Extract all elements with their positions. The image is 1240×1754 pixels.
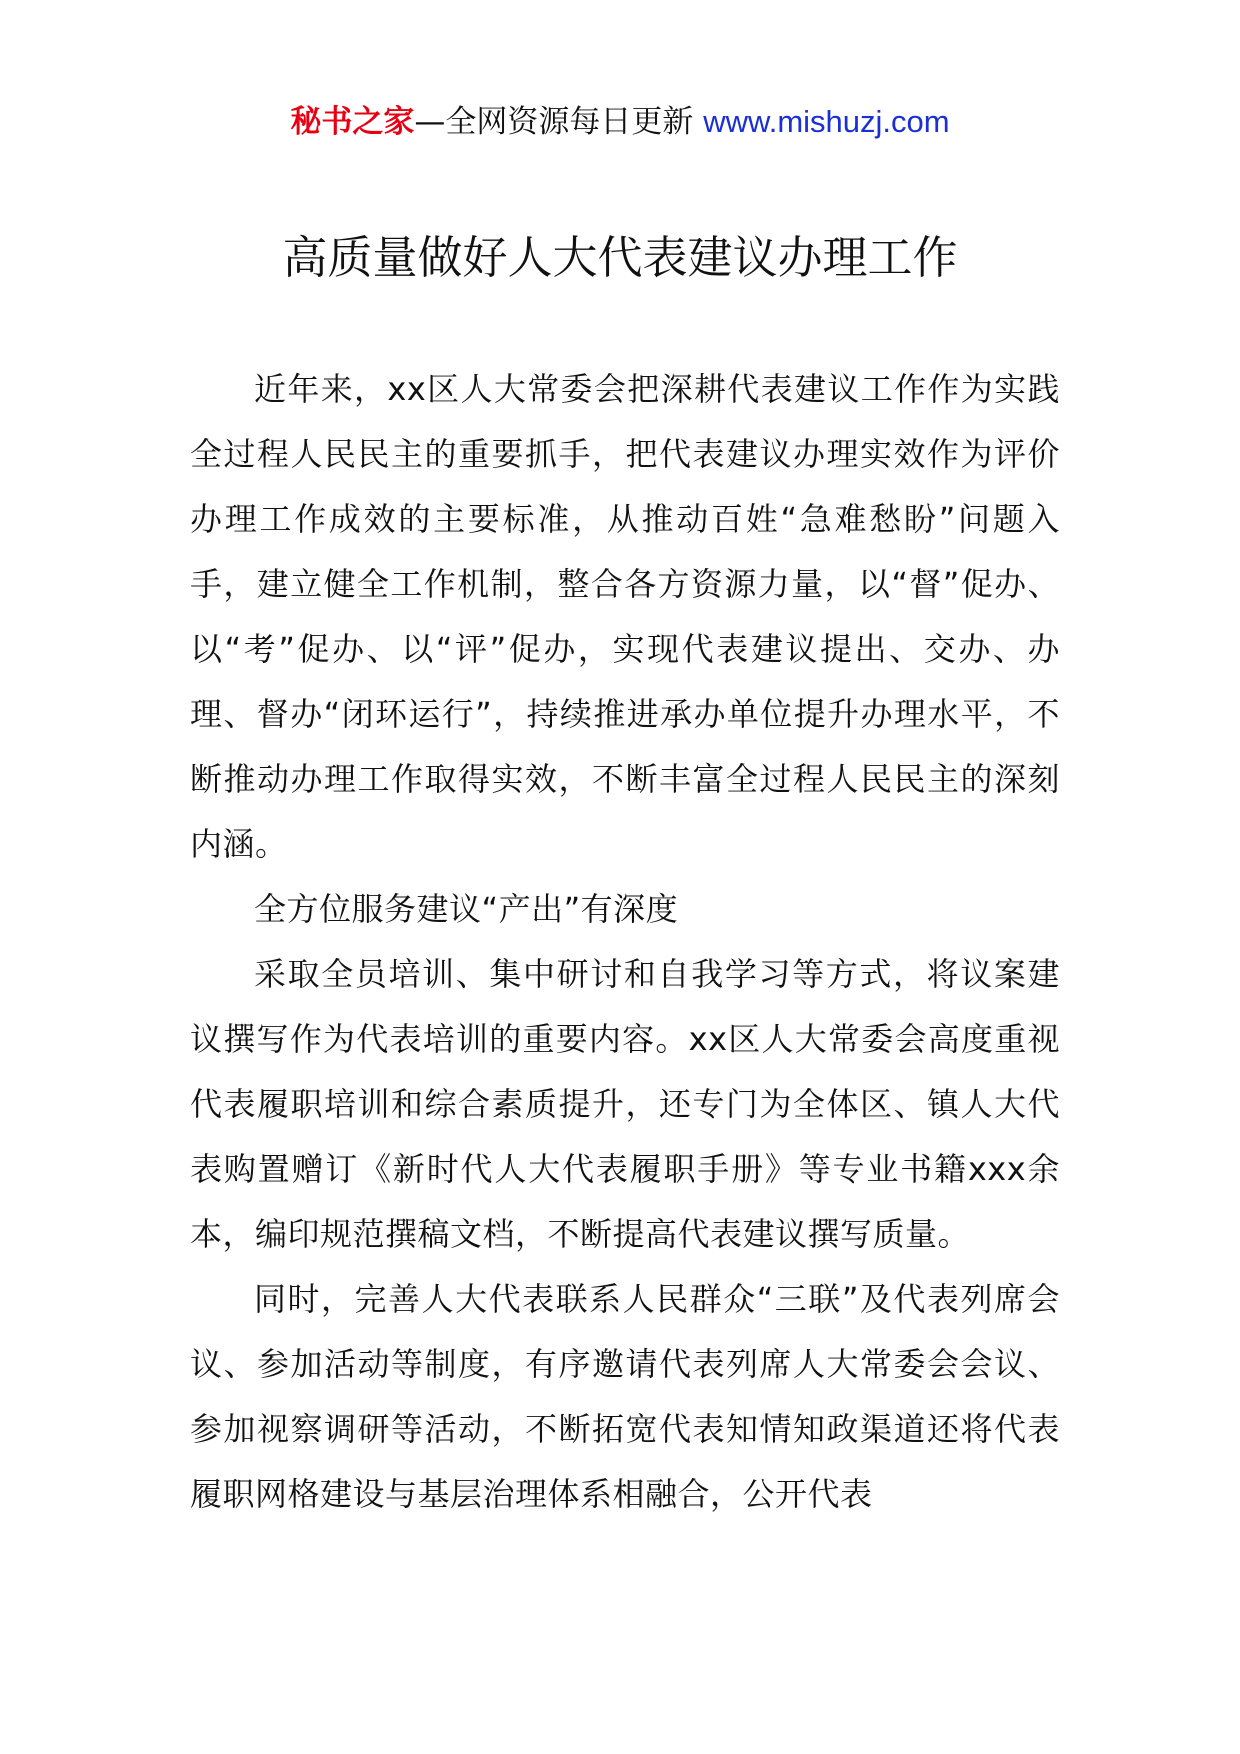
site-url-link[interactable]: www.mishuzj.com [703,104,950,139]
paragraph-intro: 近年来，xx区人大常委会把深耕代表建议工作作为实践全过程人民民主的重要抓手，把代表建议办理实效作为评价办理工作成效的主要标准，从推动百姓“急难愁盼”问题入手，建立健全工作机制，整合各方资源力量，以“督”促办、以“考”促办、以“评”促办，实现代表建议提出、交办、办理、督办“闭环运行”，持续推进承办单位提升办理水平，不断推动办理工作取得实效，不断丰富全过程人民民主的深刻内涵。 [190,370,1060,863]
section-heading: 全方位服务建议“产出”有深度 [254,890,679,928]
paragraph-training: 采取全员培训、集中研讨和自我学习等方式，将议案建议撰写作为代表培训的重要内容。xx区人大常委会高度重视代表履职培训和综合素质提升，还专门为全体区、镇人大代表购置赠订《新时代人大代表履职手册》等专业书籍xxx余本，编印规范撰稿文档，不断提高代表建议撰写质量。 [190,955,1060,1253]
document-title: 高质量做好人大代表建议办理工作 [282,231,958,284]
paragraph-meanwhile: 同时，完善人大代表联系人民群众“三联”及代表列席会议、参加活动等制度，有序邀请代表列席人大常委会会议、参加视察调研等活动，不断拓宽代表知情知政渠道还将代表履职网格建设与基层治理体系相融合，公开代表 [190,1280,1060,1513]
header-banner [0,102,1240,142]
brand-name: 秘书之家 [290,104,415,140]
document-body [190,357,1060,1527]
header-tagline: —全网资源每日更新 [414,104,704,140]
